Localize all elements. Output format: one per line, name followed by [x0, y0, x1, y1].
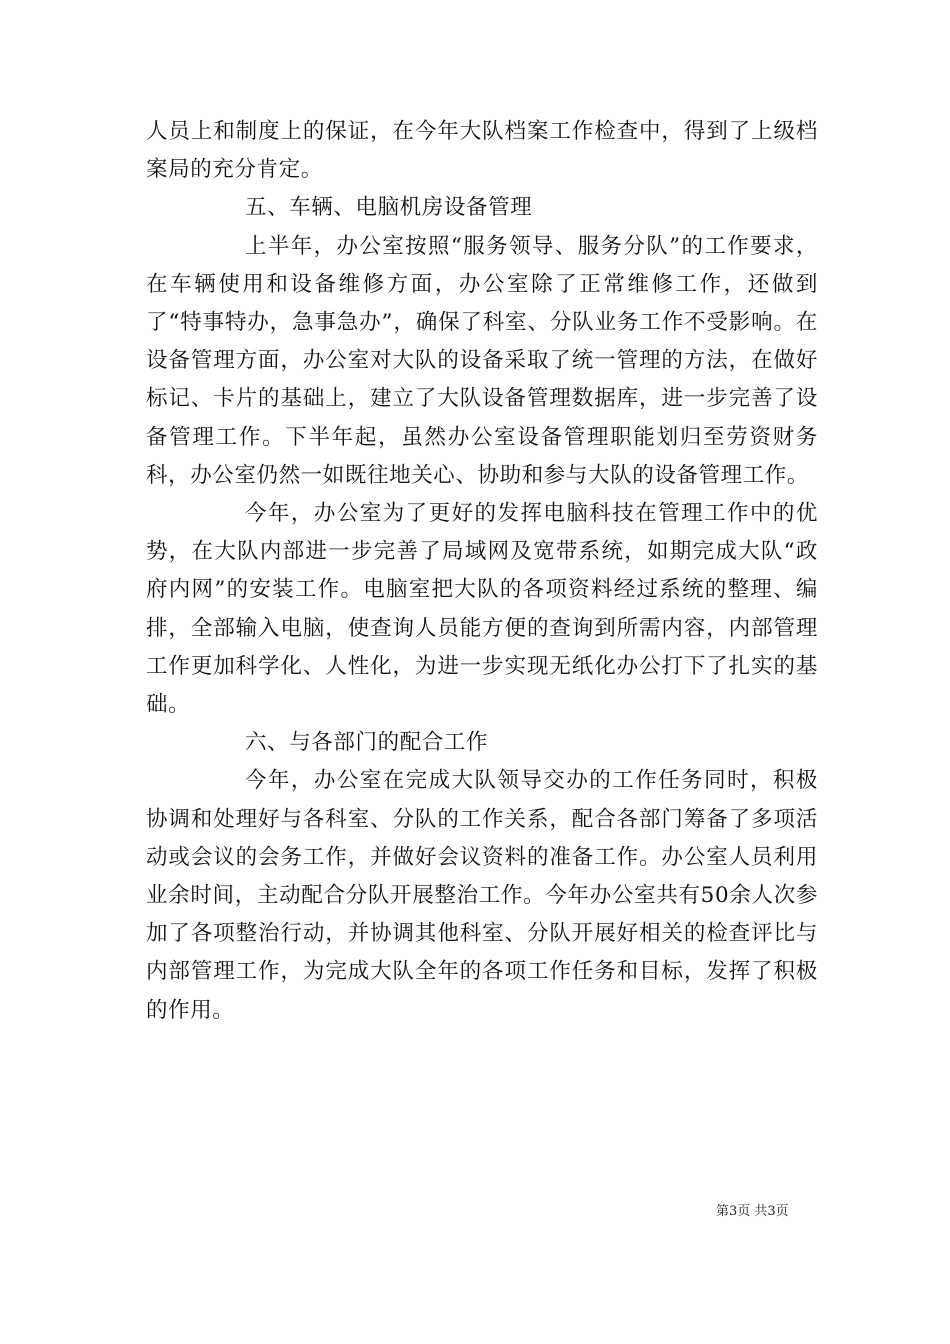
paragraph-archive-conclusion: 人员上和制度上的保证，在今年大队档案工作检查中，得到了上级档案局的充分肯定。 [146, 119, 818, 183]
section-heading-vehicles-equipment: 五、车辆、电脑机房设备管理 [245, 195, 533, 221]
paragraph-computer-network: 今年，办公室为了更好的发挥电脑科技在管理工作中的优势，在大队内部进一步完善了局域网及宽带系统，如期完成大队“政府内网”的安装工作。电脑室把大队的各项资料经过系统的整理、编排，全部输入电脑，使查询人员能方便的查询到所需内容，内部管理工作更加科学化、人性化，为进一步实现无纸化办公打下了扎实的基础。 [146, 501, 818, 718]
document-body [146, 113, 818, 1030]
paragraph-vehicle-equipment-management: 上半年，办公室按照“服务领导、服务分队”的工作要求，在车辆使用和设备维修方面，办公室除了正常维修工作，还做到了“特事特办，急事急办”，确保了科室、分队业务工作不受影响。在设备管理方面，办公室对大队的设备采取了统一管理的方法，在做好标记、卡片的基础上，建立了大队设备管理数据库，进一步完善了设备管理工作。下半年起，虽然办公室设备管理职能划归至劳资财务科，办公室仍然一如既往地关心、协助和参与大队的设备管理工作。 [146, 233, 818, 488]
section-heading-department-cooperation: 六、与各部门的配合工作 [245, 730, 489, 756]
page-number-footer: 第3页 共3页 [716, 1204, 789, 1219]
paragraph-department-cooperation: 今年，办公室在完成大队领导交办的工作任务同时，积极协调和处理好与各科室、分队的工作关系，配合各部门筹备了多项活动或会议的会务工作，并做好会议资料的准备工作。办公室人员利用业余时间，主动配合分队开展整治工作。今年办公室共有50余人次参加了各项整治行动，并协调其他科室、分队开展好相关的检查评比与内部管理工作，为完成大队全年的各项工作任务和目标，发挥了积极的作用。 [146, 768, 818, 1023]
